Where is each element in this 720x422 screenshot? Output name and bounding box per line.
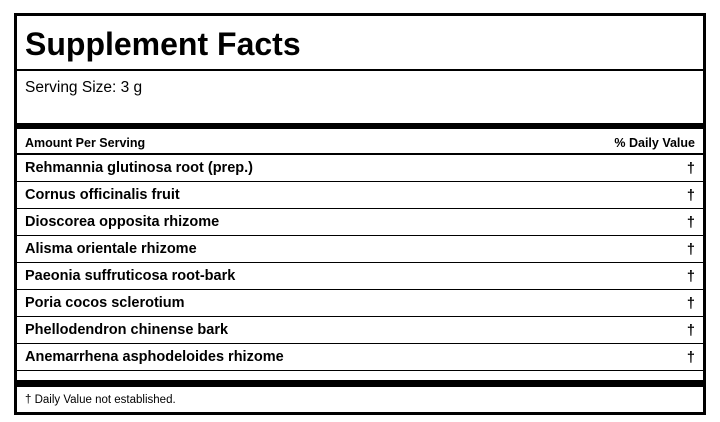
ingredient-row — [17, 344, 703, 371]
ingredient-name: Rehmannia glutinosa root (prep.) — [25, 160, 253, 176]
serving-size: Serving Size: 3 g — [25, 79, 143, 96]
ingredient-daily-value: † — [686, 269, 695, 285]
ingredient-name: Anemarrhena asphodeloides rhizome — [25, 349, 284, 365]
ingredient-row — [17, 236, 703, 263]
ingredient-row — [17, 209, 703, 236]
ingredient-name: Dioscorea opposita rhizome — [25, 214, 220, 230]
panel-title: Supplement Facts — [25, 26, 301, 62]
ingredient-daily-value: † — [686, 161, 695, 177]
ingredient-daily-value: † — [686, 296, 695, 312]
ingredient-row — [17, 182, 703, 209]
ingredient-name: Alisma orientale rhizome — [25, 241, 197, 257]
amount-per-serving-header: Amount Per Serving — [25, 136, 146, 150]
ingredient-daily-value: † — [686, 215, 695, 231]
ingredient-daily-value: † — [686, 323, 695, 339]
ingredient-daily-value: † — [686, 242, 695, 258]
ingredient-row — [17, 155, 703, 182]
ingredient-row — [17, 263, 703, 290]
daily-value-footnote: † Daily Value not established. — [25, 394, 176, 406]
ingredient-list — [17, 155, 703, 371]
ingredient-row — [17, 290, 703, 317]
ingredient-name: Phellodendron chinense bark — [25, 322, 229, 338]
ingredient-row — [17, 317, 703, 344]
ingredient-name: Paeonia suffruticosa root-bark — [25, 268, 236, 284]
ingredient-daily-value: † — [686, 350, 695, 366]
ingredient-name: Cornus officinalis fruit — [25, 187, 180, 203]
daily-value-header: % Daily Value — [614, 136, 695, 150]
title-divider — [17, 69, 703, 71]
thick-divider-bottom — [17, 380, 703, 387]
column-header-row — [17, 129, 703, 153]
ingredient-name: Poria cocos sclerotium — [25, 295, 185, 311]
supplement-facts-panel — [14, 13, 706, 415]
ingredient-daily-value: † — [686, 188, 695, 204]
